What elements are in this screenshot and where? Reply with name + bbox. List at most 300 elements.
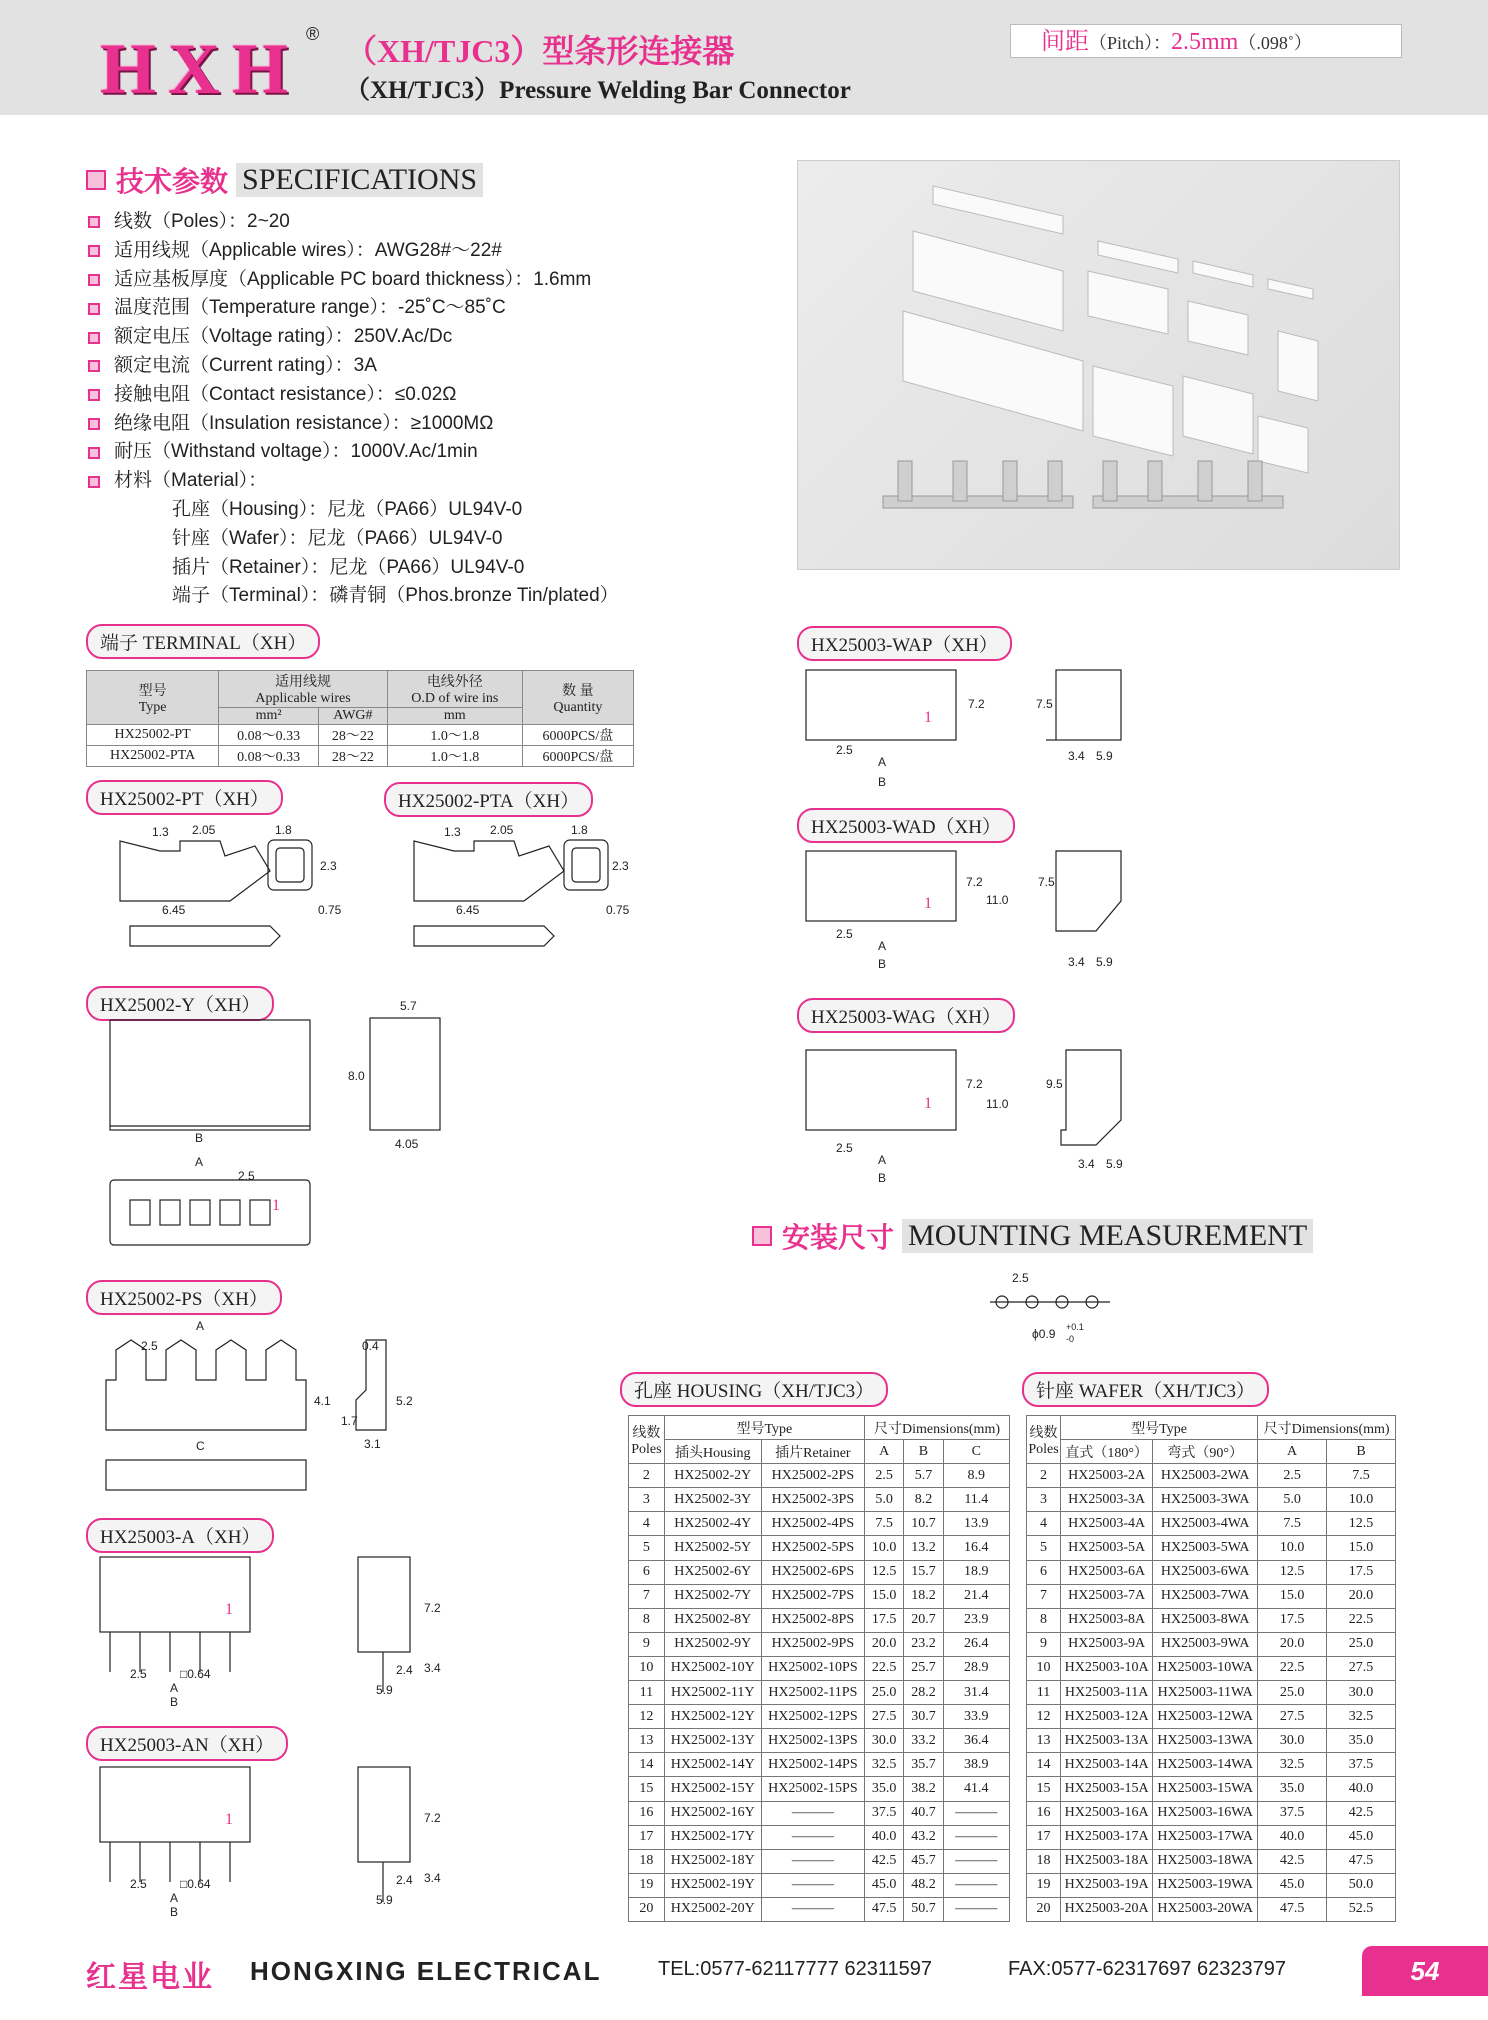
table-cell: 21.4 [943, 1584, 1009, 1608]
table-cell: HX25003-6A [1061, 1560, 1153, 1584]
table-cell: 42.5 [1327, 1801, 1396, 1825]
table-cell: HX25002-13PS [761, 1729, 864, 1753]
table-cell: 5.0 [865, 1488, 904, 1512]
table-cell: 20.0 [865, 1632, 904, 1656]
table-row [1027, 1801, 1396, 1825]
table-cell: 30.7 [904, 1705, 943, 1729]
table-cell: HX25003-4A [1061, 1512, 1153, 1536]
dim-3-4: 3.4 [1078, 1157, 1095, 1171]
table-cell: 27.5 [865, 1705, 904, 1729]
drawing-pt [100, 823, 360, 966]
table-cell: 20 [629, 1897, 665, 1921]
table-cell: HX25003-16WA [1153, 1801, 1258, 1825]
table-cell: ——— [761, 1825, 864, 1849]
table-cell: HX25003-12WA [1153, 1705, 1258, 1729]
dim-11-0: 11.0 [986, 893, 1009, 907]
table-cell: 45.7 [904, 1849, 943, 1873]
dim-2-5: 2.5 [836, 927, 853, 941]
th-wires: 适用线规 Applicable wires [219, 671, 388, 708]
table-cell: 30.0 [1258, 1729, 1327, 1753]
dim-hole-dia: ϕ0.9 [1032, 1327, 1056, 1341]
table-cell: 32.5 [1258, 1753, 1327, 1777]
th-od: 电线外径 O.D of wire ins [387, 671, 522, 708]
pitch-cn: 间距 [1041, 29, 1089, 55]
dim-3-4: 3.4 [1068, 749, 1085, 763]
table-cell: 22.5 [1258, 1656, 1327, 1680]
drawing-wag [806, 1040, 1186, 1190]
dim-a: A [878, 755, 887, 769]
table-row [629, 1584, 1010, 1608]
table-cell: 16 [629, 1801, 665, 1825]
table-cell: 17 [1027, 1825, 1061, 1849]
dim-2-4: 2.4 [396, 1663, 413, 1677]
table-cell: HX25002-19Y [664, 1873, 761, 1897]
dim-5-9: 5.9 [1106, 1157, 1123, 1171]
table-cell: 7 [1027, 1584, 1061, 1608]
dim-5-9: 5.9 [1096, 749, 1113, 763]
table-row [629, 1753, 1010, 1777]
table-cell: HX25003-15A [1061, 1777, 1153, 1801]
spec-text: 适用线规（Applicable wires）：AWG28#～22# [114, 239, 502, 261]
footer-company-en: HONGXING ELECTRICAL [250, 1956, 602, 1986]
table-row [629, 1801, 1010, 1825]
table-cell: HX25003-11A [1061, 1681, 1153, 1705]
dim-7-2: 7.2 [424, 1601, 441, 1615]
dim-a: A [196, 1319, 205, 1333]
specs-heading-en: SPECIFICATIONS [236, 163, 483, 197]
table-cell: 5.7 [904, 1464, 943, 1488]
table-cell: 50.0 [1327, 1873, 1396, 1897]
table-cell: 28.9 [943, 1656, 1009, 1680]
table-cell: 48.2 [904, 1873, 943, 1897]
table-cell: 27.5 [1258, 1705, 1327, 1729]
table-cell: HX25003-2WA [1153, 1464, 1258, 1488]
dim-2-5: 2.5 [238, 1169, 255, 1183]
table-cell: HX25003-3A [1061, 1488, 1153, 1512]
table-cell: 0.08～0.33 [219, 725, 319, 746]
table-cell: HX25003-5WA [1153, 1536, 1258, 1560]
table-cell: 35.0 [1327, 1729, 1396, 1753]
table-cell: HX25003-4WA [1153, 1512, 1258, 1536]
table-cell: HX25003-19WA [1153, 1873, 1258, 1897]
spec-item [88, 438, 619, 467]
table-row [1027, 1681, 1396, 1705]
table-cell: 15 [629, 1777, 665, 1801]
spec-item [88, 323, 619, 352]
table-cell: HX25003-11WA [1153, 1681, 1258, 1705]
title-chinese: （XH/TJC3）型条形连接器 [345, 33, 735, 69]
bullet-icon [88, 245, 100, 257]
bullet-icon [88, 447, 100, 459]
dim-3-4: 3.4 [424, 1871, 441, 1885]
table-cell: 33.2 [904, 1729, 943, 1753]
spec-item [88, 352, 619, 381]
dim-3-1: 3.1 [364, 1437, 381, 1451]
dim-11-0: 11.0 [986, 1097, 1009, 1111]
table-row [629, 1656, 1010, 1680]
connector-illustration [798, 161, 1401, 571]
table-cell: HX25003-18A [1061, 1849, 1153, 1873]
dim-2-3: 2.3 [320, 859, 337, 873]
terminal-table [86, 670, 634, 767]
table-cell: HX25003-8WA [1153, 1608, 1258, 1632]
drawing-a [100, 1552, 480, 1712]
drawing-ps [96, 1310, 476, 1510]
table-cell: HX25002-PTA [87, 746, 219, 767]
specs-heading-cn: 技术参数 [116, 165, 229, 198]
table-cell: 7.5 [865, 1512, 904, 1536]
table-cell: HX25002-12PS [761, 1705, 864, 1729]
table-cell: 25.0 [1327, 1632, 1396, 1656]
mounting-heading-en: MOUNTING MEASUREMENT [902, 1219, 1313, 1253]
table-row [1027, 1897, 1396, 1921]
table-cell: HX25002-7PS [761, 1584, 864, 1608]
th-awg: AWG# [318, 708, 387, 725]
table-cell: 28～22 [318, 725, 387, 746]
table-cell: ——— [943, 1801, 1009, 1825]
table-cell: 10.0 [865, 1536, 904, 1560]
table-cell: 40.7 [904, 1801, 943, 1825]
dim-6-45: 6.45 [456, 903, 480, 917]
bullet-icon [88, 303, 100, 315]
dim-b: B [170, 1905, 179, 1919]
table-cell: ——— [943, 1849, 1009, 1873]
table-cell: 33.9 [943, 1705, 1009, 1729]
dim-1-8: 1.8 [571, 823, 588, 837]
table-cell: HX25002-6PS [761, 1560, 864, 1584]
table-row [629, 1825, 1010, 1849]
page-number: 54 [1362, 1946, 1488, 1996]
table-cell: ——— [943, 1897, 1009, 1921]
dim-2-5: 2.5 [141, 1339, 158, 1353]
table-cell: 4 [1027, 1512, 1061, 1536]
th-type: 型号Type [1061, 1416, 1258, 1440]
table-cell: 45.0 [1258, 1873, 1327, 1897]
table-cell: 47.5 [1327, 1849, 1396, 1873]
material-item: 插片（Retainer）：尼龙（PA66）UL94V-0 [172, 556, 525, 578]
th-straight: 直式（180°） [1061, 1440, 1153, 1464]
table-cell: 12 [629, 1705, 665, 1729]
table-row [1027, 1777, 1396, 1801]
drawing-wap [806, 660, 1186, 800]
table-cell: ——— [761, 1849, 864, 1873]
table-cell: 13.9 [943, 1512, 1009, 1536]
table-cell: 25.0 [865, 1681, 904, 1705]
dim-5-2: 5.2 [396, 1394, 413, 1408]
table-cell: 42.5 [865, 1849, 904, 1873]
table-cell: 10.0 [1258, 1536, 1327, 1560]
dim-0-75: 0.75 [606, 903, 630, 917]
table-cell: 37.5 [865, 1801, 904, 1825]
table-row [629, 1729, 1010, 1753]
table-cell: 20.7 [904, 1608, 943, 1632]
table-cell: 1.0～1.8 [387, 725, 522, 746]
pitch-inch: （.098˚） [1238, 33, 1312, 53]
table-row [1027, 1632, 1396, 1656]
dim-8-0: 8.0 [348, 1069, 365, 1083]
table-cell: 4 [629, 1512, 665, 1536]
table-row [1027, 1464, 1396, 1488]
wafer-label: 针座 WAFER（XH/TJC3） [1022, 1372, 1269, 1407]
dim-7-2: 7.2 [424, 1811, 441, 1825]
spec-item [88, 381, 619, 410]
table-cell: 19 [629, 1873, 665, 1897]
label-an: HX25003-AN（XH） [86, 1726, 288, 1761]
table-cell: HX25003-15WA [1153, 1777, 1258, 1801]
table-row [1027, 1729, 1396, 1753]
table-cell: HX25002-3PS [761, 1488, 864, 1512]
spec-text: 适应基板厚度（Applicable PC board thickness）：1.6mm [114, 268, 592, 290]
table-cell: 26.4 [943, 1632, 1009, 1656]
table-cell: 18.9 [943, 1560, 1009, 1584]
table-row [629, 1632, 1010, 1656]
table-cell: 16 [1027, 1801, 1061, 1825]
table-cell: HX25002-3Y [664, 1488, 761, 1512]
label-wag: HX25003-WAG（XH） [797, 998, 1015, 1033]
table-cell: HX25002-18Y [664, 1849, 761, 1873]
table-row [1027, 1825, 1396, 1849]
table-row [1027, 1873, 1396, 1897]
table-row [629, 1681, 1010, 1705]
dim-0-75: 0.75 [318, 903, 342, 917]
table-cell: 10 [629, 1656, 665, 1680]
table-cell: HX25003-14WA [1153, 1753, 1258, 1777]
table-cell: HX25002-2PS [761, 1464, 864, 1488]
dim-tol-plus: +0.1 [1066, 1322, 1084, 1332]
table-cell: 18 [1027, 1849, 1061, 1873]
table-cell: 14 [629, 1753, 665, 1777]
table-cell: 18 [629, 1849, 665, 1873]
table-cell: 31.4 [943, 1681, 1009, 1705]
table-cell: ——— [943, 1873, 1009, 1897]
table-cell: 17 [629, 1825, 665, 1849]
th-a: A [1258, 1440, 1327, 1464]
th-bent: 弯式（90°） [1153, 1440, 1258, 1464]
th-b: B [1327, 1440, 1396, 1464]
table-cell: HX25002-2Y [664, 1464, 761, 1488]
table-cell: 40.0 [1258, 1825, 1327, 1849]
dim-1-7: 1.7 [341, 1414, 358, 1428]
table-cell: HX25003-10A [1061, 1656, 1153, 1680]
table-cell: 7.5 [1258, 1512, 1327, 1536]
th-c: C [943, 1440, 1009, 1464]
th-poles: 线数 Poles [1027, 1416, 1061, 1464]
dim-b: B [195, 1131, 204, 1145]
table-cell: 25.0 [1258, 1681, 1327, 1705]
table-cell: HX25002-10Y [664, 1656, 761, 1680]
table-row [629, 1512, 1010, 1536]
dim-2-5: 2.5 [836, 1141, 853, 1155]
table-cell: HX25003-18WA [1153, 1849, 1258, 1873]
dim-6-45: 6.45 [162, 903, 186, 917]
mounting-hole-drawing [990, 1268, 1130, 1348]
table-cell: HX25002-4Y [664, 1512, 761, 1536]
table-cell: 5 [629, 1536, 665, 1560]
table-cell: 43.2 [904, 1825, 943, 1849]
dim-7-5: 7.5 [1038, 875, 1055, 889]
table-row [629, 1705, 1010, 1729]
spec-item [88, 237, 619, 266]
dim-tol-minus: -0 [1066, 1334, 1075, 1344]
dim-a: A [195, 1155, 204, 1169]
dim-2-05: 2.05 [192, 823, 216, 837]
table-cell: HX25002-13Y [664, 1729, 761, 1753]
table-cell: 35.0 [1258, 1777, 1327, 1801]
dim-2-5: 2.5 [130, 1877, 147, 1891]
dim-1-3: 1.3 [444, 825, 461, 839]
dim-7-5: 7.5 [1036, 697, 1053, 711]
drawing-y [100, 1000, 480, 1270]
table-cell: 3 [1027, 1488, 1061, 1512]
table-cell: 20.0 [1258, 1632, 1327, 1656]
page-header [0, 0, 1488, 115]
dim-c: C [196, 1439, 205, 1453]
spec-text: 额定电压（Voltage rating）：250V.Ac/Dc [114, 326, 453, 348]
th-retainer: 插片Retainer [761, 1440, 864, 1464]
spec-text: 接触电阻（Contact resistance）：≤0.02Ω [114, 383, 457, 405]
table-cell: HX25002-5Y [664, 1536, 761, 1560]
label-ps: HX25002-PS（XH） [86, 1280, 282, 1315]
table-cell: 17.5 [1258, 1608, 1327, 1632]
table-cell: 8.9 [943, 1464, 1009, 1488]
table-cell: 12.5 [1327, 1512, 1396, 1536]
th-dims: 尺寸Dimensions(mm) [865, 1416, 1010, 1440]
table-cell: HX25003-7A [1061, 1584, 1153, 1608]
th-od-unit: mm [387, 708, 522, 725]
table-row [1027, 1753, 1396, 1777]
table-cell: HX25003-17WA [1153, 1825, 1258, 1849]
table-cell: HX25003-12A [1061, 1705, 1153, 1729]
table-cell: 32.5 [865, 1753, 904, 1777]
table-row [629, 1777, 1010, 1801]
table-cell: 13 [629, 1729, 665, 1753]
table-row [1027, 1512, 1396, 1536]
table-row [1027, 1560, 1396, 1584]
dim-2-5: 2.5 [836, 743, 853, 757]
table-cell: HX25002-17Y [664, 1825, 761, 1849]
bullet-icon [88, 216, 100, 228]
table-cell: 2.5 [865, 1464, 904, 1488]
table-cell: 22.5 [1327, 1608, 1396, 1632]
table-cell: HX25003-9WA [1153, 1632, 1258, 1656]
th-mm2: mm² [219, 708, 319, 725]
table-cell: 16.4 [943, 1536, 1009, 1560]
housing-label: 孔座 HOUSING（XH/TJC3） [620, 1372, 888, 1407]
table-cell: 3 [629, 1488, 665, 1512]
table-cell: 15.7 [904, 1560, 943, 1584]
drawing-an [100, 1762, 480, 1922]
label-pta: HX25002-PTA（XH） [384, 782, 593, 817]
brand-logo: HXH [100, 29, 301, 109]
housing-table [628, 1415, 1010, 1922]
table-cell: 42.5 [1258, 1849, 1327, 1873]
table-cell: 6 [1027, 1560, 1061, 1584]
table-cell: 18.2 [904, 1584, 943, 1608]
dim-a: A [170, 1891, 179, 1905]
dim-0-64: □0.64 [180, 1667, 211, 1681]
mounting-heading-cn: 安装尺寸 [782, 1221, 895, 1254]
table-cell: 2.5 [1258, 1464, 1327, 1488]
table-cell: 10 [1027, 1656, 1061, 1680]
bullet-square-icon [86, 170, 106, 190]
material-item: 孔座（Housing）：尼龙（PA66）UL94V-0 [172, 498, 523, 520]
table-cell: HX25003-7WA [1153, 1584, 1258, 1608]
table-cell: HX25003-17A [1061, 1825, 1153, 1849]
table-cell: 37.5 [1327, 1753, 1396, 1777]
table-cell: HX25003-10WA [1153, 1656, 1258, 1680]
table-cell: HX25003-14A [1061, 1753, 1153, 1777]
spec-item [88, 208, 619, 237]
table-cell: 41.4 [943, 1777, 1009, 1801]
material-item: 端子（Terminal）：磷青铜（Phos.bronze Tin/plated） [172, 585, 619, 607]
table-cell: HX25002-9PS [761, 1632, 864, 1656]
footer-company-cn: 红星电业 [86, 1960, 214, 1995]
registered-mark: ® [306, 24, 320, 44]
product-photo [797, 160, 1400, 570]
table-cell: 8.2 [904, 1488, 943, 1512]
spec-item [88, 266, 619, 295]
title-english: （XH/TJC3）Pressure Welding Bar Connector [345, 77, 851, 104]
dim-2-3: 2.3 [612, 859, 629, 873]
table-cell: 13.2 [904, 1536, 943, 1560]
table-cell: HX25003-20A [1061, 1897, 1153, 1921]
table-cell: 11 [1027, 1681, 1061, 1705]
table-cell: 30.0 [1327, 1681, 1396, 1705]
table-cell: HX25002-14PS [761, 1753, 864, 1777]
table-cell: HX25002-6Y [664, 1560, 761, 1584]
table-row [629, 1849, 1010, 1873]
table-cell: HX25003-5A [1061, 1536, 1153, 1560]
table-cell: 2 [1027, 1464, 1061, 1488]
th-type: 型号Type [664, 1416, 864, 1440]
bullet-icon [88, 389, 100, 401]
table-cell: 27.5 [1327, 1656, 1396, 1680]
table-cell: 23.9 [943, 1608, 1009, 1632]
table-cell: 47.5 [865, 1897, 904, 1921]
dim-7-2: 7.2 [966, 1077, 983, 1091]
table-row [1027, 1705, 1396, 1729]
table-cell: HX25003-2A [1061, 1464, 1153, 1488]
table-cell: 50.7 [904, 1897, 943, 1921]
table-cell: 1.0～1.8 [387, 746, 522, 767]
table-cell: HX25002-14Y [664, 1753, 761, 1777]
spec-list [88, 208, 619, 611]
table-cell: 14 [1027, 1753, 1061, 1777]
table-cell: 23.2 [904, 1632, 943, 1656]
pitch-value: 2.5mm [1171, 29, 1239, 55]
dim-3-4: 3.4 [1068, 955, 1085, 969]
table-cell: 17.5 [865, 1608, 904, 1632]
table-cell: HX25003-8A [1061, 1608, 1153, 1632]
table-cell: HX25002-12Y [664, 1705, 761, 1729]
table-cell: HX25003-13WA [1153, 1729, 1258, 1753]
table-cell: ——— [761, 1801, 864, 1825]
pin-1-marker: 1 [225, 1811, 233, 1828]
table-cell: HX25003-20WA [1153, 1897, 1258, 1921]
bullet-icon [88, 332, 100, 344]
label-wap: HX25003-WAP（XH） [797, 626, 1012, 661]
table-row [629, 1897, 1010, 1921]
table-cell: 13 [1027, 1729, 1061, 1753]
table-cell: HX25003-9A [1061, 1632, 1153, 1656]
table-cell: 32.5 [1327, 1705, 1396, 1729]
dim-5-9: 5.9 [1096, 955, 1113, 969]
spec-item [88, 467, 619, 496]
table-cell: ——— [761, 1873, 864, 1897]
table-row [1027, 1849, 1396, 1873]
table-cell: HX25003-3WA [1153, 1488, 1258, 1512]
table-cell: 38.9 [943, 1753, 1009, 1777]
